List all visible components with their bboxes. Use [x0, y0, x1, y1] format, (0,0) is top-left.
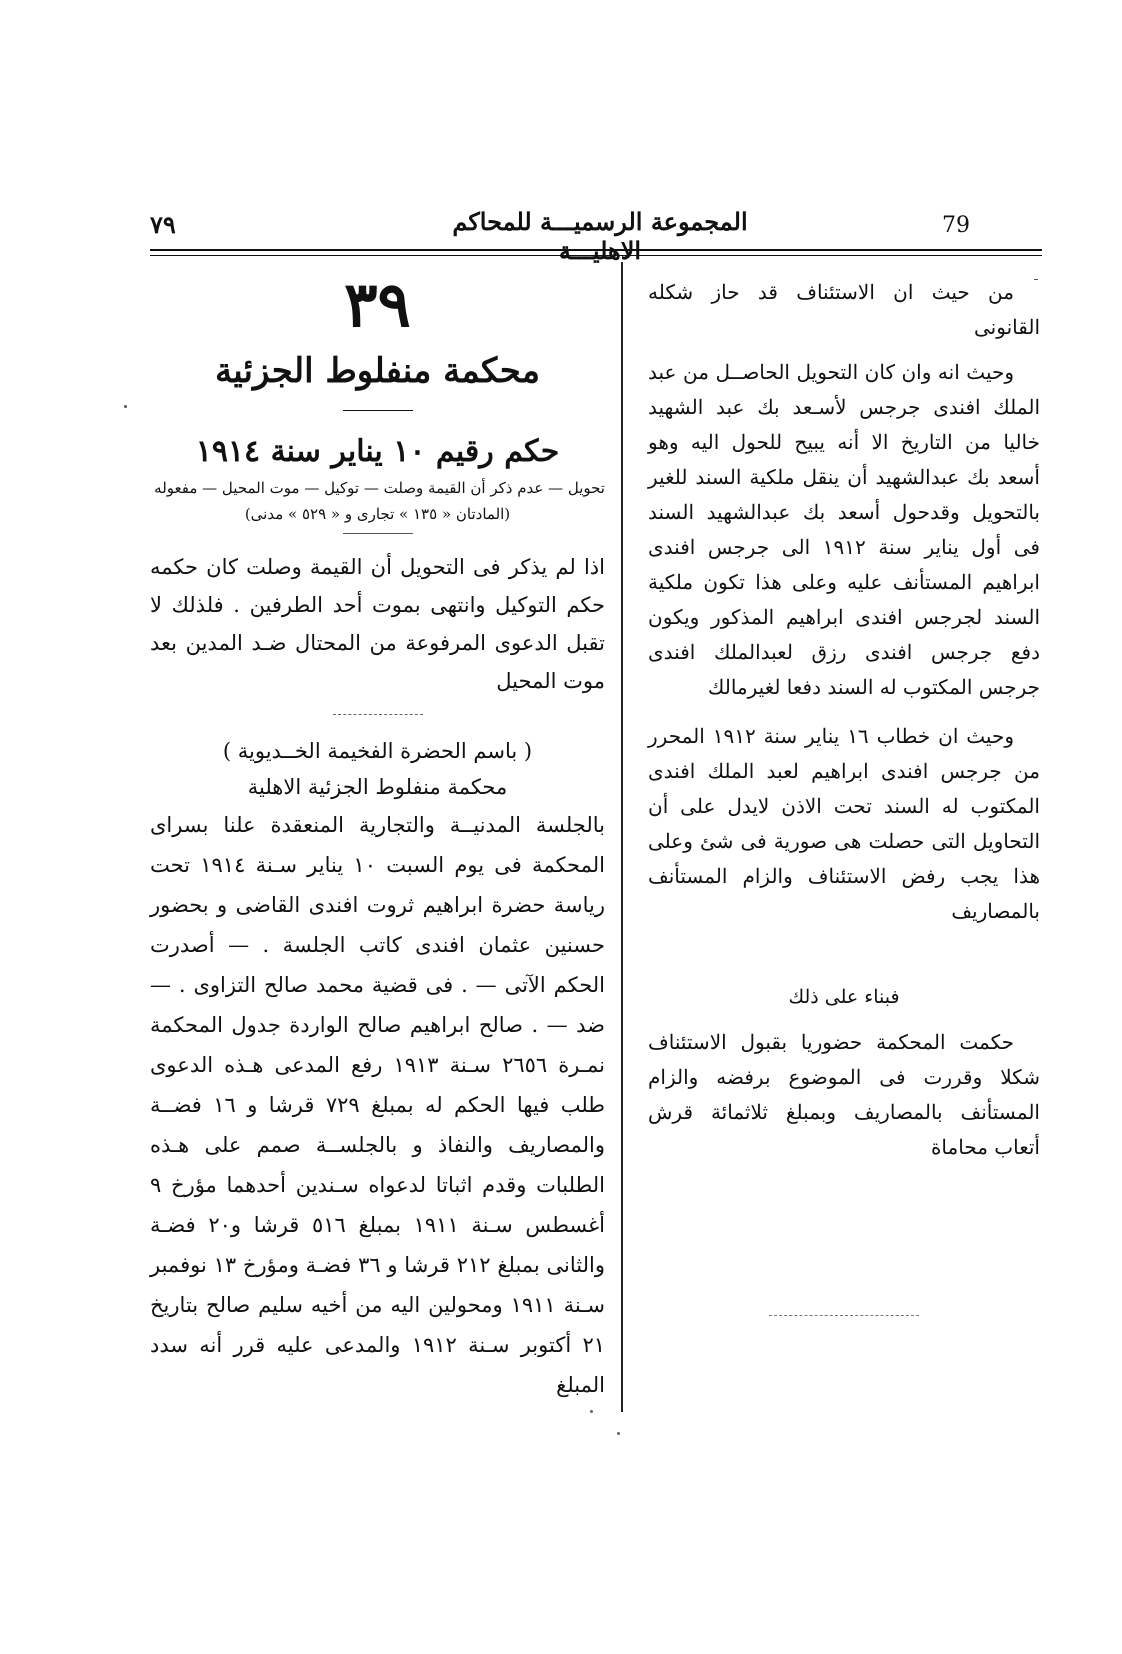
end-separator	[769, 1315, 919, 1316]
therefore-heading: فبناء على ذلك	[788, 986, 900, 1008]
running-header-title: المجموعة الرسميـــة للمحاكم	[452, 207, 748, 236]
header-rule-thin	[150, 255, 1042, 256]
ruling-paragraph: حكمت المحكمة حضوريا بقبول الاستئناف شكلا وقررت فى الموضوع برفضه والزام المستأنف بالمصاريف وبمبلغ ثلاثمائة قرش أتعاب محاماة	[648, 1030, 1040, 1159]
page-number-latin: 79	[942, 213, 970, 238]
in-the-name-heading: ( باسم الحضرة الفخيمة الخــديوية )	[222, 739, 533, 763]
court-full-name: محكمة منفلوط الجزئية الاهلية	[247, 775, 508, 799]
header-rule-thick	[150, 249, 1042, 251]
left-column	[150, 270, 605, 1405]
column-divider	[621, 262, 623, 1412]
summary-paragraph: اذا لم يذكر فى التحويل أن القيمة وصلت كان حكمه حكم التوكيل وانتهى بموت أحد الطرفين . فلذلك لا تقبل الدعوى المرفوعة من المحتال ضـد المدين بعد موت المحيل	[150, 555, 605, 693]
paragraph: من حيث ان الاستئناف قد حاز شكله القانونى	[648, 280, 1040, 339]
paragraph: وحيث انه وان كان التحويل الحاصــل من عبد الملك افندى جرجس لأسـعد بك عبد الشهيد خاليا من التاريخ الا أنه يبيح للحول اليه وهو أسعد بك عبدالشهيد أن ينقل ملكية السند للغير بالتحويل وقدحول أسعد بك عبدالشهيد السند فى أول يناير سنة ١٩١٢ الى جرجس افندى ابراهيم المستأنف عليه وعلى هذا تكون ملكية السند لجرجس افندى ابراهيم المذكور ويكون دفع جرجس افندى رزق لعبدالملك افندى جرجس المكتوب له السند دفعا لغيرمالك	[648, 360, 1040, 699]
paragraph: وحيث ان خطاب ١٦ يناير سنة ١٩١٢ المحرر من جرجس افندى ابراهيم لعبد الملك افندى المكتوب له السند تحت الاذن لايدل على أن التحاويل التى حصلت هى صورية فى شئ وعلى هذا يجب رفض الاستئناف والزام المستأنف بالمصاريف	[648, 724, 1040, 923]
separator	[333, 714, 423, 715]
margin-mark	[590, 1410, 593, 1413]
body-paragraph: بالجلسة المدنيــة والتجارية المنعقدة علنا بسراى المحكمة فى يوم السبت ١٠ يناير سـنة ١٩١٤ تحت رياسة حضرة ابراهيم ثروت افندى القاضى و بحضور حسنين عثمان افندى كاتب الجلسة . — أصدرت الحكم الآتى — . فى قضية محمد صالح التزاوى . — ضد — . صالح ابراهيم صالح الواردة جدول المحكمة نمـرة ٢٦٥٦ سـنة ١٩١٣ رفع المدعى هـذه الدعوى طلب فيها الحكم له بمبلغ ٧٢٩ قرشا و ١٦ فضــة والمصاريف والنفاذ و بالجلســة صمم على هـذه الطلبات وقدم اثباتا لدعواه سـندين أحدهما مؤرخ ٩ أغسطس سـنة ١٩١١ بمبلغ ٥١٦ قرشا و٢٠ فضـة والثانى بمبلغ ٢١٢ قرشا و ٣٦ فضـة ومؤرخ ١٣ نوفمبر سـنة ١٩١١ ومحولين اليه من أخيه سليم صالح بتاريخ ٢١ أكتوبر سـنة ١٩١٢ والمدعى عليه قرر أنه سدد المبلغ	[150, 813, 606, 1397]
page-number-arabic: ٧٩	[150, 210, 176, 239]
court-name: محكمة منفلوط الجزئية	[215, 351, 540, 391]
keywords: تحويل — عدم ذكر أن القيمة وصلت — توكيل — موت المحيل — مفعوله	[154, 479, 605, 497]
legal-reference: (المادتان « ١٣٥ » تجارى و « ٥٢٩ » مدنى)	[244, 505, 511, 523]
margin-mark	[617, 1432, 620, 1435]
margin-mark	[124, 405, 127, 408]
ruling-title: حكم رقيم ١٠ يناير سنة ١٩١٤	[195, 434, 560, 469]
separator	[343, 533, 413, 534]
right-column	[648, 275, 1040, 1316]
case-number: ٣٩	[344, 268, 411, 341]
separator	[343, 410, 413, 411]
